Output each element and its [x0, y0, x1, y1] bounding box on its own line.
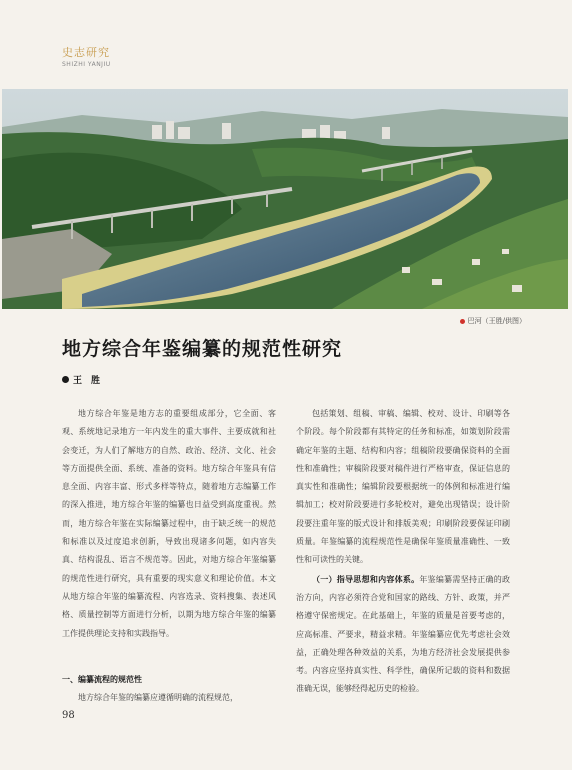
section-heading: 一、编纂流程的规范性 [62, 674, 142, 684]
paragraph: 包括策划、组稿、审稿、编辑、校对、设计、印刷等各个阶段。每个阶段都有其特定的任务和标准，如策划阶段需确定年鉴的主题、结构和内容；组稿阶段要确保资料的全面性和准确性；审稿阶段要对稿件进行严格审查，保证信息的真实性和准确性；编辑阶段要根据统一的体例和标准进行编辑加工；校对阶段要进行多轮校对，避免出现错误；设计阶段要注重年鉴的版式设计和排版美观；印刷阶段要保证印刷质量。年鉴编纂的流程规范性是确保年鉴质量准确性、一致性和可读性的关键。 [296, 409, 510, 565]
page-number: 98 [62, 710, 75, 721]
author-name: 王 胜 [73, 376, 101, 386]
paragraph-with-subheading [296, 570, 510, 699]
paragraph: 地方综合年鉴的编纂应遵循明确的流程规范， [78, 693, 238, 703]
river-photo [2, 89, 568, 309]
text-column-right [296, 405, 510, 699]
paragraph-text: 年鉴编纂需坚持正确的政治方向，内容必须符合党和国家的路线、方针、政策，并严格遵守保密规定。在此基础上，年鉴的质量是首要考虑的，应高标准、严要求，精益求精。年鉴编纂应优先考虑社会效益，正确处理各种效益的关系，为地方经济社会发展提供参考。内容应坚持真实性、科学性，确保所记载的资料和数据准确无误，能够经得起历史的检验。 [296, 574, 510, 694]
paragraph: 地方综合年鉴是地方志的重要组成部分，它全面、客观、系统地记录地方一年内发生的重大事件、主要成就和社会变迁，为人们了解地方的自然、政治、经济、文化、社会等方面提供全面、系统、准备的资料。地方综合年鉴具有信息全面、内容丰富、形式多样等特点，随着地方志编纂工作的深入推进，地方综合年鉴的编纂也日益受到高度重视。然而，地方综合年鉴在实际编纂过程中，由于缺乏统一的规范和标准以及过度追求创新，导致出现诸多问题，如内容失真、结构混乱、语言不规范等。因此，对地方综合年鉴编纂的规范性进行研究，具有重要的现实意义和理论价值。本文从地方综合年鉴的编纂流程、内容选录、资料搜集、表述风格、质量控制等方面进行分析，以期为地方综合年鉴的编纂工作提供理论支持和实践指导。 [62, 409, 276, 638]
sub-heading: （一）指导思想和内容体系。 [312, 573, 420, 584]
section-name-en: SHIZHI YANJIU [62, 61, 111, 68]
photo-caption [460, 316, 526, 326]
text-column-left [62, 405, 276, 707]
author-bullet-icon [62, 376, 69, 383]
section-name-cn: 史志研究 [62, 46, 110, 59]
caption-bullet-icon [460, 319, 465, 324]
caption-text: 巴河（王胜/供图） [467, 317, 526, 325]
section-header [62, 44, 111, 68]
article-title: 地方综合年鉴编纂的规范性研究 [62, 338, 343, 360]
author-line [62, 373, 100, 386]
